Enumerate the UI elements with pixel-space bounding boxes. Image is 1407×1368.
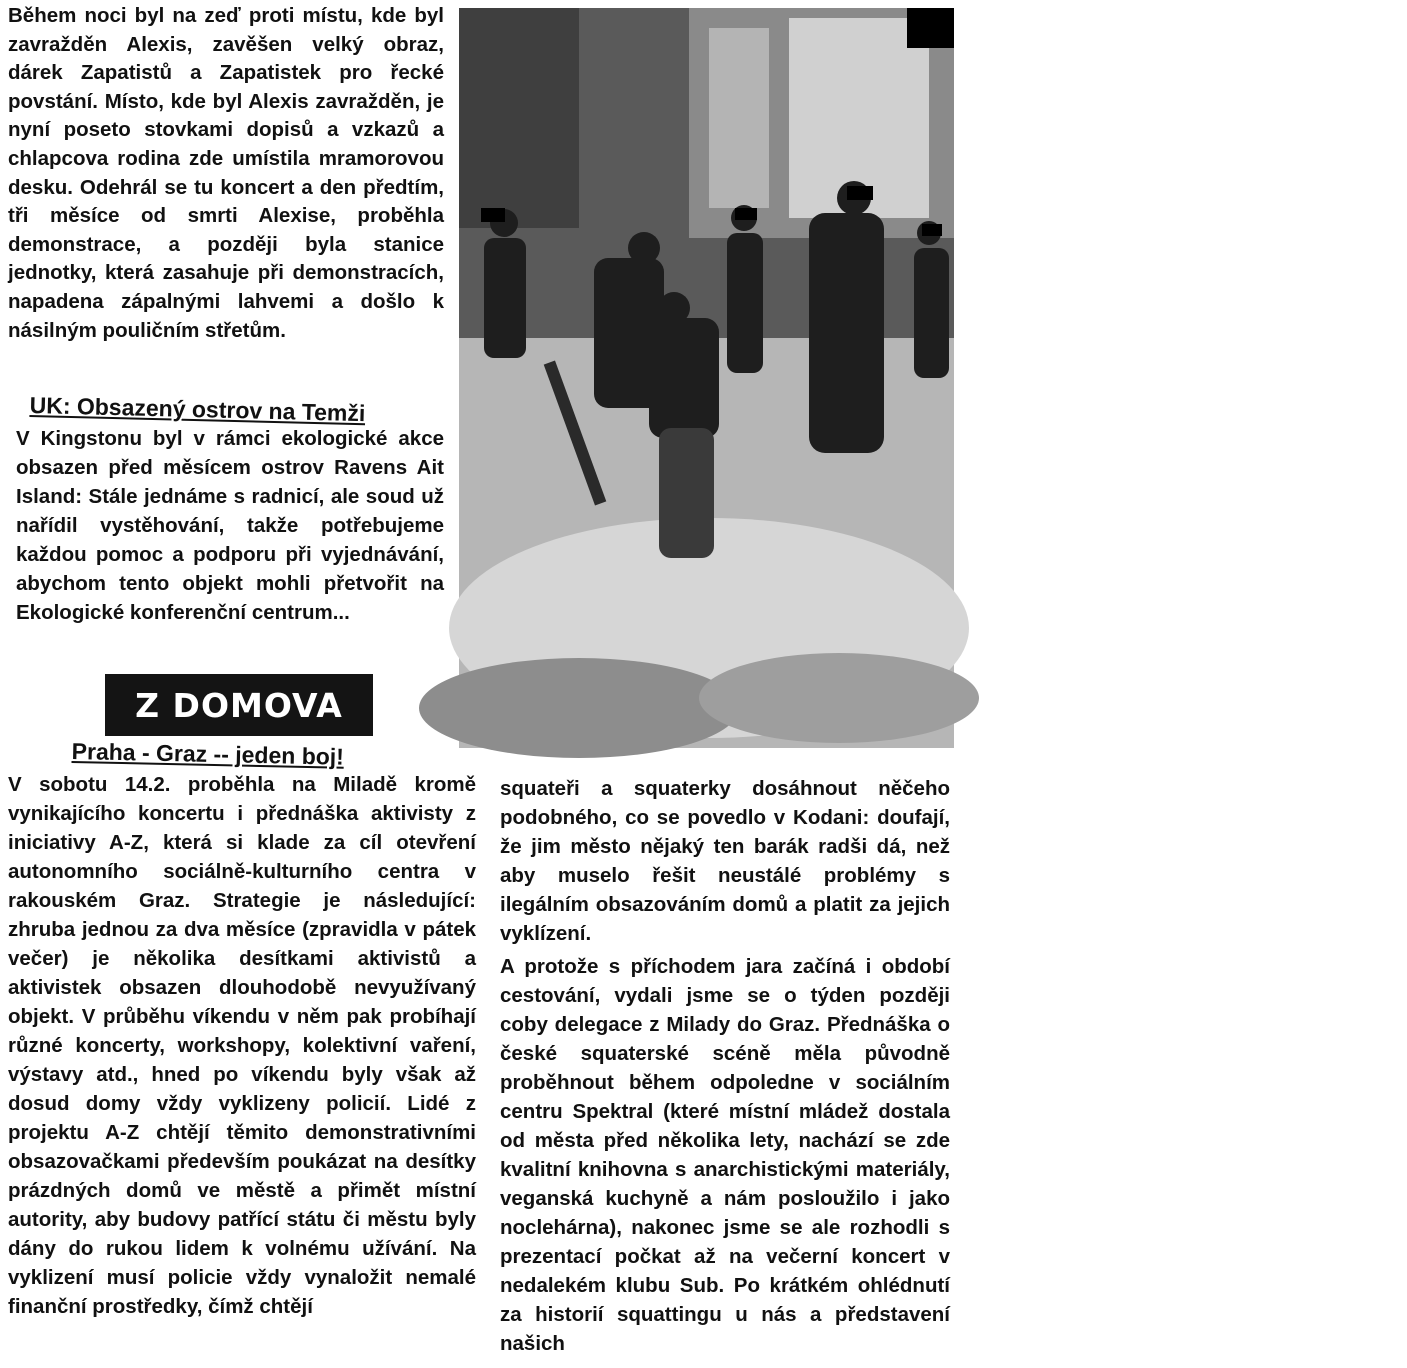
protest-photo	[459, 8, 1395, 748]
praha-article-right-column	[500, 774, 950, 1358]
uk-article-heading: UK: Obsazený ostrov na Temži	[29, 392, 366, 427]
uk-article-body: V Kingstonu byl v rámci ekologické akce obsazen před měsícem ostrov Ravens Ait Island: Stále jednáme s radnicí, ale soud už nařídil vystěhování, takže potřebujeme každou pomoc a podporu při vyjednávání, abychom tento objekt mohli přetvořit na Ekologické konferenční centrum...	[16, 427, 444, 624]
page-number: 4	[1381, 13, 1395, 44]
praha-article-heading: Praha - Graz -- jeden boj!	[71, 738, 345, 770]
photo-illustration	[459, 8, 954, 748]
section-label-z-domova: Z DOMOVA	[105, 674, 373, 736]
praha-article-left-column: V sobotu 14.2. proběhla na Miladě kromě vynikajícího koncertu i přednáška aktivisty z iniciativy A-Z, která si klade za cíl otevření autonomního sociálně-kulturního centra v rakouském Graz. Strategie je následující: zhruba jednou za dva měsíce (zpravidla v pátek večer) je několika desítkami aktivistů a aktivistek obsazen dlouhodobě nevyužívaný objekt. V průběhu víkendu v něm pak probíhají různé koncerty, workshopy, kolektivní vaření, výstavy atd., hned po víkendu byly však až dosud domy vždy vyklizeny policií. Lidé z projektu A-Z chtějí těmito demonstrativními obsazovačkami především poukázat na desítky prázdných domů ve městě a přimět místní autority, aby budovy patřící státu či městu byly dány do rukou lidem k volnému užívání. Na vyklizení musí policie vždy vynaložit nemalé finanční prostředky, čímž chtějí	[8, 773, 476, 1318]
alexis-paragraph: Během noci byl na zeď proti místu, kde byl zavražděn Alexis, zavěšen velký obraz, dárek Zapatistů a Zapatistek pro řecké povstání. Místo, kde byl Alexis zavražděn, je nyní poseto stovkami dopisů a vzkazů a chlapcova rodina zde umístila mramorovou desku. Odehrál se tu koncert a den předtím, tři měsíce od smrti Alexise, proběhla demonstrace, a později byla stanice jednotky, která zasahuje při demonstracích, napadena zápalnými lahvemi a došlo k násilným pouličním střetům.	[8, 4, 444, 342]
praha-right-paragraph-1: squateři a squaterky dosáhnout něčeho podobného, co se povedlo v Kodani: doufají, že jim město nějaký ten barák radši dá, než aby muselo řešit neustálé problémy s ilegálním obsazováním domů a platit za jejich vyklízení.	[500, 777, 950, 945]
praha-right-paragraph-2: A protože s příchodem jara začíná i období cestování, vydali jsme se o týden později coby delegace z Milady do Graz. Přednáška o české squaterské scéně měla původně proběhnout během odpoledne v sociálním centru Spektral (které místní mládež dostala od města před několika lety, nachází se zde kvalitní knihovna s anarchistickými materiály, veganská kuchyně a nám posloužilo i jako noclehárna), nakonec jsme se ale rozhodli s prezentací počkat až na večerní koncert v nedalekém klubu Sub. Po krátkém ohlédnutí za historií squattingu u nás a představení našich	[500, 955, 950, 1355]
